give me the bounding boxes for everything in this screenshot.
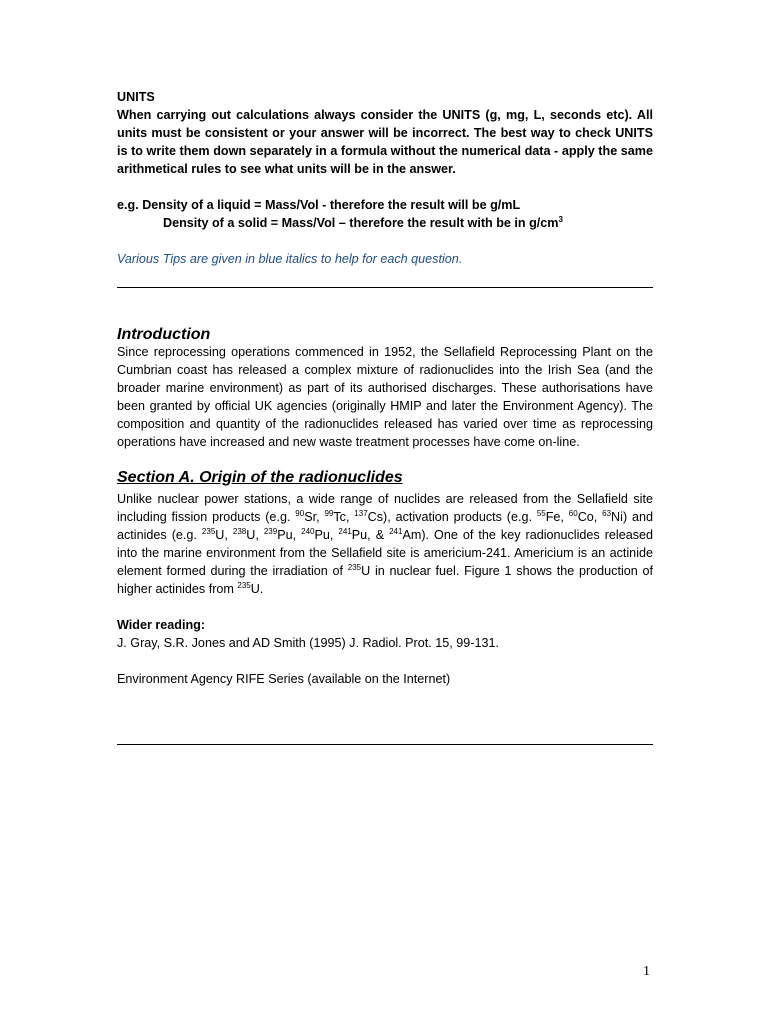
divider-bottom [117, 744, 653, 745]
units-example-liquid: e.g. Density of a liquid = Mass/Vol - therefore the result will be g/mL [117, 198, 521, 212]
wider-reading-ref-gray: J. Gray, S.R. Jones and AD Smith (1995) J. Radiol. Prot. 15, 99-131. [117, 636, 499, 650]
wider-reading-heading: Wider reading: [117, 618, 206, 632]
introduction-heading: Introduction [117, 326, 211, 343]
units-example-solid: Density of a solid = Mass/Vol – therefore the result with be in $g/cm^3$ [163, 215, 563, 230]
page-number: 1 [643, 964, 650, 979]
divider-top [117, 287, 653, 288]
section-a-heading: Section A. Origin of the radionuclides [117, 469, 403, 486]
tips-note: Various Tips are given in blue italics to help for each question. [117, 252, 463, 266]
units-paragraph: When carrying out calculations always consider the UNITS (g, mg, L, seconds etc). All units must be consistent or your answer will be incorrect. The best way to check UNITS is to write them down separately in a formula without the numerical data - apply the same arithmetical rules to see what units will be in the answer. [117, 108, 653, 176]
units-heading: UNITS [117, 90, 155, 104]
introduction-paragraph: Since reprocessing operations commenced in 1952, the Sellafield Reprocessing Plant on the Cumbrian coast has released a complex mixture of radionuclides into the Irish Sea (and the broader marine environment) as part of its authorised discharges. These authorisations have been granted by official UK agencies (originally HMIP and later the Environment Agency). The composition and quantity of the radionuclides released has varied over time as reprocessing operations have increased and new waste treatment processes have come on-line. [117, 345, 653, 449]
wider-reading-ref-rife: Environment Agency RIFE Series (available on the Internet) [117, 672, 451, 686]
section-a-paragraph: Unlike nuclear power stations, a wide range of nuclides are released from the Sellafield site including fission products (e.g. $^{90}$Sr, $^{99}$Tc, $^{137}$Cs), activation products (e.g. $^{55}$Fe, $^{60}$Co, $^{63}$Ni) and actinides (e.g. $^{235}$U, $^{238}$U, $^{239}$Pu, $^{240}$Pu, $^{241}$Pu, & $^{241}$Am). One of the key radionuclides released into the marine environment from the Sellafield site is americium-241. Americium is an actinide element formed during the irradiation of $^{235}$U in nuclear fuel. Figure 1 shows the production of higher actinides from $^{235}$U. [117, 492, 654, 596]
document-page [117, 88, 653, 745]
